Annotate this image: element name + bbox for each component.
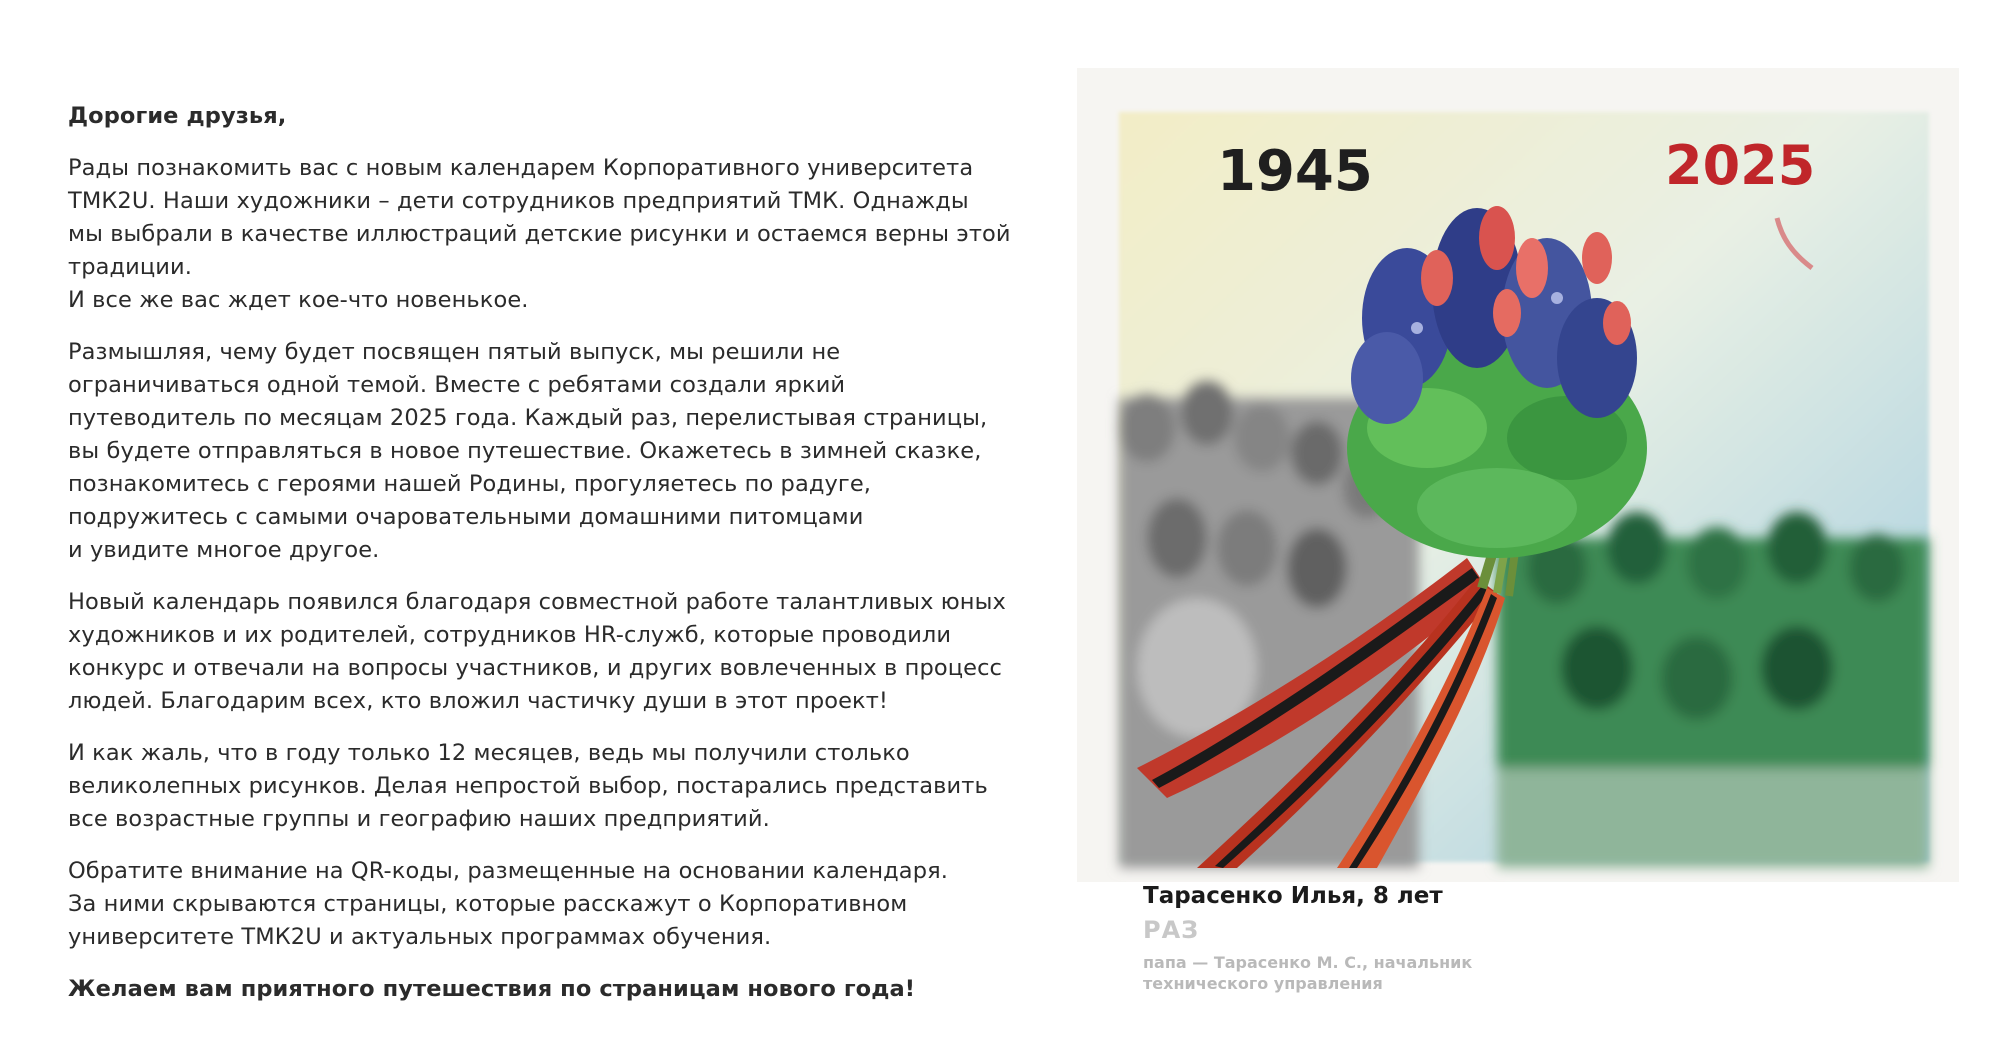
- year-2025: 2025: [1665, 134, 1816, 197]
- letter-paragraph-4: И как жаль, что в году только 12 месяцев, ведь мы получили столько великолепных рисунков. Делая непростой выбор, постарались представить все возрастные группы и географию наших предприятий.: [68, 740, 988, 832]
- year-1945: 1945: [1217, 139, 1373, 204]
- tulip-4: [1582, 232, 1612, 284]
- parent-info: папа — Тарасенко М. С., начальник технического управления: [1143, 953, 1473, 993]
- letter-paragraph-3: Новый календарь появился благодаря совместной работе талантливых юных художников и их родителей, сотрудников HR-служб, которые проводили конкурс и отвечали на вопросы участников, и других вовлеченных в процесс людей. Благодарим всех, кто вложил частичку души в этот проект!: [68, 589, 1006, 714]
- tulip-5: [1493, 289, 1521, 337]
- drawing-illustration: [1077, 68, 1959, 882]
- tulip-2: [1479, 206, 1515, 270]
- letter-greeting: Дорогие друзья,: [68, 103, 287, 129]
- tulip-1: [1421, 250, 1453, 306]
- tulip-6: [1603, 301, 1631, 345]
- tulip-3: [1516, 238, 1548, 298]
- drawing-caption: [1143, 880, 1843, 994]
- letter-closing: Желаем вам приятного путешествия по страницам нового года!: [68, 976, 916, 1002]
- bouquet: [1347, 206, 1647, 558]
- child-drawing: [1077, 68, 1959, 882]
- letter-text: [68, 100, 1048, 1025]
- letter-paragraph-1: Рады познакомить вас с новым календарем Корпоративного университета ТМК2U. Наши художники – дети сотрудников предприятий ТМК. Однажды мы выбрали в качестве иллюстраций детские рисунки и остаемся верны этой традиции. И все же вас ждет кое-что новенькое.: [68, 155, 1011, 313]
- company-name: РАЗ: [1143, 916, 1200, 944]
- crowd-right: [1497, 512, 1929, 868]
- letter-paragraph-2: Размышляя, чему будет посвящен пятый выпуск, мы решили не ограничиваться одной темой. Вместе с ребятами создали яркий путеводитель по месяцам 2025 года. Каждый раз, перелистывая страницы, вы будете отправляться в новое путешествие. Окажетесь в зимней сказке, познакомитесь с героями нашей Родины, прогуляетесь по радуге, подружитесь с самыми очаровательными домашними питомцами и увидите многое другое.: [68, 339, 988, 563]
- letter-paragraph-5: Обратите внимание на QR-коды, размещенные на основании календаря. За ними скрываются страницы, которые расскажут о Корпоративном университете ТМК2U и актуальных программах обучения.: [68, 858, 948, 950]
- artist-name: Тарасенко Илья, 8 лет: [1143, 883, 1443, 909]
